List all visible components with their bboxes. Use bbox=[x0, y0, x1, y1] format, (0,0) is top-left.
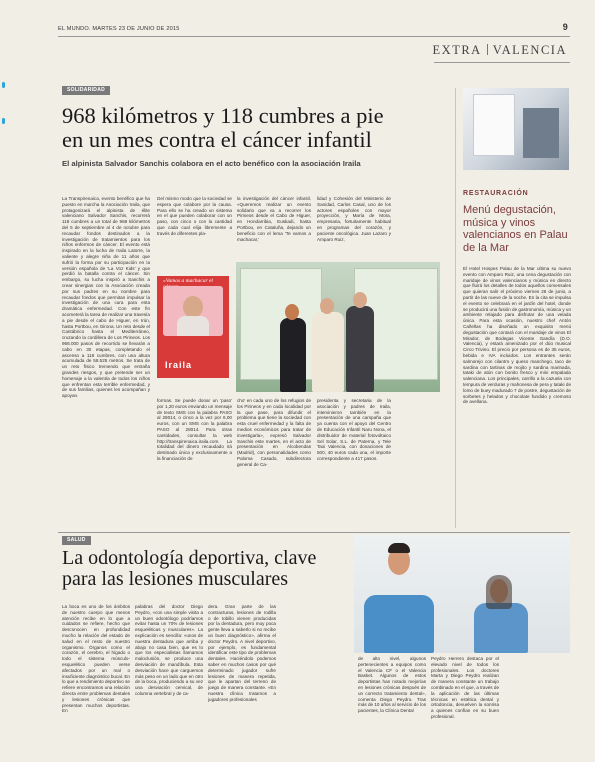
masthead-rule bbox=[58, 36, 570, 37]
doctor-female-hair bbox=[486, 575, 512, 609]
sidebar-kicker: RESTAURACIÓN bbox=[463, 190, 529, 197]
edge-mark-2 bbox=[2, 118, 5, 124]
doctors-photo bbox=[354, 535, 570, 653]
section-label-left: EXTRA bbox=[432, 43, 482, 57]
event-poster-photo bbox=[157, 276, 229, 378]
poster-logo: Iraila bbox=[165, 360, 193, 370]
article1-col3: la investigación del cáncer infantil. «Queremos realizar un evento solidario que va a recorrer los Pirineos desde el Cabo de Higuer, en Hondarribia, Euskadi, hasta Portbou, en Cataluña, dejando un beneficio con el lema 'Te vamos a machacar,' bbox=[237, 196, 311, 242]
article1-headline-line2: en un mes contra el cáncer infantil bbox=[62, 126, 372, 152]
restaurant-photo bbox=[463, 88, 569, 170]
article2-headline-line2: para las lesiones musculares bbox=[62, 568, 289, 590]
poster-child-face bbox=[183, 296, 203, 318]
section-label-right: VALENCIA bbox=[492, 43, 567, 57]
article2-headline bbox=[62, 548, 316, 590]
article2-headline-line1: La odontología deportiva, clave bbox=[62, 547, 317, 569]
section-divider bbox=[487, 44, 488, 55]
masthead-date: EL MUNDO. MARTES 23 DE JUNIO DE 2015 bbox=[58, 26, 180, 32]
photo-person-1-head bbox=[285, 304, 299, 320]
article1-col3b: cho' en cada uno de los refugios de los Pirineos y en cada localidad por la que pase, para difundir el problema que tiene la sociedad con esta cruel enfermedad y la falta de medios económicos para tratar de investigarla», expresó Salvador Sanchis este martes, en el acto de presentación en Alcobendas (Madrid), con personalidades como Paloma Casado, subdirectora general de Ca- bbox=[237, 398, 311, 467]
doctor-male-hair bbox=[388, 543, 410, 553]
article1-col4b: presidenta y secretaria de la asociación y padres de Iraila, intervinieron también en la presentación de una campaña que ya cuenta con el apoyo del Centro de Educación Infantil Naru Nona, el distribuidor de material fotovoltaico Sel Solar, S.L. de Paterna, y Tele Taxi Valencia, con donaciones de 500, 40 euros cada una, el importe correspondiente a 417 pasos. bbox=[317, 398, 391, 461]
poster-child-portrait bbox=[163, 286, 223, 336]
section-rule bbox=[434, 62, 570, 63]
article2-rule bbox=[58, 532, 570, 533]
photo-person-2-head bbox=[320, 298, 334, 314]
article1-headline-line1: 968 kilómetros y 118 cumbres a pie bbox=[62, 103, 384, 128]
section-header bbox=[433, 43, 567, 58]
event-group-photo bbox=[236, 262, 440, 392]
photo-person-3-head bbox=[353, 292, 367, 308]
restaurant-photo-window bbox=[523, 108, 559, 158]
article1-col4: lidad y Cohesión del Ministerio de Sanidad, Carlos Casal, uno de los actores españoles con mayor proyección, y María de Mora, empresaria, fortuitamente habitual en programas del corazón, y paciente oncológica. Juan Lazaro y Amparo Ruiz, bbox=[317, 196, 391, 242]
photo-person-3 bbox=[346, 306, 374, 392]
article1-subheadline: El alpinista Salvador Sanchis colabora en el acto benéfico con la asociación Iraila bbox=[62, 159, 361, 168]
article2-col3: dera. Gran parte de las contracturas, lesiones de rodilla o de tobillo vienen producidas por la dentadura, pero muy poca gente lleva a saberlo si no recibe un buen diagnóstico», afirma el doctor Peydro. A nivel deportivo, por ejemplo, es fundamental identificar este tipo de problemas dentales. Haciéndolo podemos saber en muchos casos por qué determinado jugador sufre lesiones de manera repetida, que le apartan del terreno de juego de manera constante. «En nuestra clínica tratamos a jugadores profesionales bbox=[208, 604, 276, 702]
sidebar-divider bbox=[455, 88, 456, 528]
sidebar-body: El Hotel Hospes Palau de la Mar ultima su nuevo evento con Amparo Ruiz, una cena degustación con maridaje de vinos valencianos y música en directo que fluirá los detalles de todos aquellos comensales que quieran salir el próximo viernes 26 de junio, a partir de las nueve de la noche. En la cita se impulsa el evento se celebrará en el jardín del hotel, donde se producirá una fusión de gastronomía, música y un ambiente relajado para disfrutar de una velada única. Para esta ocasión, nuestro chef Antón Cañellas ha diseñado un exquisito menú degustación que contará con el maridaje de vinos El Mirador, de Bodegas Vicente Gandía (D.O. Valencia), y estará amenizado por el dúo musical Circo Trivino. El precio por persona es de 35 euros, bebida e IVA incluidos. Los entrantes serán salmorejo con cilantro y queso manchego, taco de sardina con tartinas de mojito y sardina marinada, tataki de atún con bonito fresco y mini empalada valenciana. Los principales, carrillo a la cazuela con tempura de verduras y mahonesa de pera y tataki de lomo de buey madurado 7 de postre, degustación de sorbetes y helados y chocolate fundido y cremoso de avellana. bbox=[463, 266, 571, 405]
edge-mark-1 bbox=[2, 82, 5, 88]
article1-col2: Del mismo modo que la sociedad se espera que colabore por la causa. Para ello se ha creado un sistema en el que pueden colaborar con un paso, con cinco o con la cantidad que cada cual elija libremente a través de diferentes pla- bbox=[157, 196, 232, 236]
restaurant-photo-wall bbox=[473, 94, 515, 156]
poster-text: «Vamos a machacar el bbox=[163, 278, 213, 284]
page-number: 9 bbox=[562, 22, 568, 32]
photo-person-1 bbox=[280, 318, 306, 392]
poster-child-body bbox=[177, 316, 209, 336]
article1-kicker: SOLIDARIDAD bbox=[62, 86, 110, 95]
doctor-male-scrubs bbox=[364, 595, 434, 653]
doctor-female-scrubs bbox=[474, 603, 528, 653]
article1-headline bbox=[62, 104, 384, 151]
article2-kicker: SALUD bbox=[62, 536, 91, 545]
article2-col2: palabras del doctor Diego Peydro, «con una simple visita a un buen odontólogo podríamos evitar hasta un 70% de lesiones esqueléticas y musculares». La explicación es sencilla: «unos de nuestra dentadura que arriba y abajo no casa bien, que es lo que los especialistas llamamos maloclusión, se produce una desviación de mandíbula. Esta desviación hace que carguemos más peso en un lado que en otro de la boca, produciendo a su vez una desviación cervical, de columna vertebral y de ca- bbox=[135, 604, 203, 696]
sidebar-title: Menú degustación, música y vinos valencianos en Palau de la Mar bbox=[463, 204, 568, 254]
article2-col5: Peydro Herrero destaca por el elevado nivel de todos los profesionales. Los doctores Marta y Diego Peydro realizan de manera constante un trabajo combinado en el que, a través de la aplicación de las últimas técnicas en estética dental y ortodoncia, devuelven la sonrisa a quienes confían en su buen profesional. bbox=[431, 656, 499, 719]
photo-person-2 bbox=[312, 312, 344, 392]
article2-col4: de alto nivel, algunos pertenecientes a equipos como el Valencia CF o el Valencia Basket. Algunos de estos deportistas han notado mejorías en lesiones crónicas después de un correcto tratamiento dental», comenta Diego Peydro. Tras más de 10 años al servicio de los pacientes, la Clínica Dental bbox=[358, 656, 426, 714]
article2-col1: La boca es uno de los ámbitos de nuestro cuerpo que menos atención recibe en lo que a cuidados se refiere, hecho que desconocen en profundidad mucho la relación del estado de salud en el resto de nuestro organismo. Órganos como el corazón, el cerebro, el hígado o todo el sistema músculo-esquelético pueden verse afectados por un mal o insuficiente diagnóstico bucal. En lo que a rendimiento deportivo se refiere encontramos una relación directa entre problemas dentales y lesiones crónicas que presentan muchos deportistas. En bbox=[62, 604, 130, 714]
article1-col1: La Transpirenaica, evento benéfico que ha puesto en marcha la Asociación Iraila, que protagonizará el alpinista de élite valenciano Salvador Sanchis, recorrerá 118 cumbres a un total de 968 kilómetros del 5 de septiembre al 4 de octubre para recaudar fondos destinados a la investigación de tratamientos para los niños enfermos de cáncer. El evento está inspirado en la lucha de Iraila Latorre, la valiente y alegre niña de 11 años que sufrió la forma por su participación en la versión española de 'La Voz Kids' y que perdió la batalla contra el cáncer. Sin embargo, su lucha inspiró a Sanchis a crear sinergias con la Asociación creada por sus padres en su nombre para recaudar fondos que permitan impulsar la investigación de una cura para esta dramática enfermedad. Con este fin acometerá la tarea de realizar una travesía a pie desde el cabo de Higuer, en Irún, hasta Portbou, en Girona. Un reto desde el Cantábrico hasta el Mediterráneo, cruzando la cordillera de Los Pirineos. Los 968.000 pasos de recorrido se llevarán a cabo en 30 etapas, completando el ascenso a 118 cumbres, con una altura acumulada de 58.525 metros. Se trata de un reto físico tremendo que entraña grandes riesgos, y que pretende ser un homenaje a la valentía de todos los niños que enfrentan esta terrible enfermedad, y de sus familias, quienes les acompañan y apoyan. bbox=[62, 196, 150, 399]
article1-col2b: formas. Se puede donar un 'paso' por 1,20 euros enviando un mensaje de texto SMS con la palabra PASO al 28014, o cinco a la vez por 6,00 euros, con un SMS con la palabra PASO al 28014. Para otras cantidades, consultar la web http://transpirenaica.iraila.com. La totalidad del dinero recaudado irá destinado única y exclusivamente a la financiación de bbox=[157, 398, 232, 461]
